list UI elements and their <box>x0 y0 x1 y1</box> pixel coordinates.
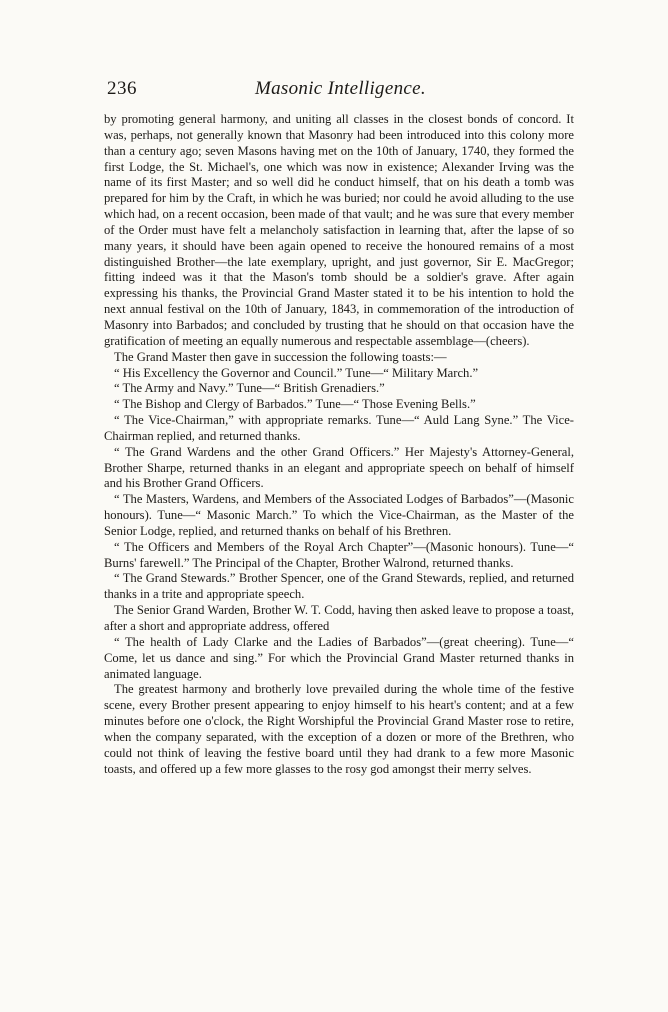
paragraph: “ The Bishop and Clergy of Barbados.” Tune—“ Those Evening Bells.” <box>114 397 476 412</box>
paragraph: “ The Masters, Wardens, and Members of the Associated Lodges of Barbados”—(Masonic honours). Tune—“ Masonic March.” To which the Vice-Chairman, as the Master of the Senior Lodge, replied, and returned thanks on behalf of his Brethren. <box>104 492 574 538</box>
paragraph: The greatest harmony and brotherly love prevailed during the whole time of the festive scene, every Brother present appearing to enjoy himself to his heart's content; and at a few minutes before one o'clock, the Right Worshipful the Provincial Grand Master rose to retire, when the company separated, with the exception of a dozen or more of the Brethren, who could not think of leaving the festive board until they had drank to a few more Masonic toasts, and offered up a few more glasses to the rosy god amongst their merry selves. <box>104 682 574 776</box>
paragraph: “ The health of Lady Clarke and the Ladies of Barbados”—(great cheering). Tune—“ Come, let us dance and sing.” For which the Provincial Grand Master returned thanks in animated language. <box>104 634 574 681</box>
page-header <box>107 78 575 108</box>
paragraph: “ The Army and Navy.” Tune—“ British Grenadiers.” <box>114 381 385 396</box>
paragraph: “ The Grand Wardens and the other Grand Officers.” Her Majesty's Attorney-General, Brother Sharpe, returned thanks in an elegant and appropriate speech on behalf of himself and his Brother Grand Officers. <box>104 444 574 491</box>
paragraph: by promoting general harmony, and uniting all classes in the closest bonds of concord. It was, perhaps, not generally known that Masonry had been introduced into this colony more than a century ago; seven Masons having met on the 10th of January, 1740, they formed the first Lodge, the St. Michael's, one which was now in existence; Alexander Irving was the name of its first Master; and so well did he conduct himself, that on his death a tomb was prepared for him by the Craft, in which he was buried; nor could he avoid alluding to the use which had, on a recent occasion, been made of that vault; and he was sure that every member of the Order must have felt a melancholy satisfaction in learning that, after the lapse of so many years, it should have been again opened to receive the honoured remains of a most distinguished Brother—the late exemplary, upright, and just governor, Sir E. MacGregor; fitting indeed was it that the Mason's tomb should be a soldier's grave. After again expressing his thanks, the Provincial Grand Master stated it to be his intention to hold the next annual festival on the 10th of January, 1843, in commemoration of the introduction of Masonry into Barbados; and concluded by trusting that he should on that occasion have the gratification of meeting an equally numerous and respectable assemblage—(cheers). <box>104 112 574 348</box>
page-number: 236 <box>107 78 137 99</box>
paragraph: “ The Grand Stewards.” Brother Spencer, one of the Grand Stewards, replied, and returned thanks in a trite and appropriate speech. <box>104 571 574 602</box>
paragraph: The Senior Grand Warden, Brother W. T. Codd, having then asked leave to propose a toast, after a short and appropriate address, offered <box>104 603 574 633</box>
article-body <box>104 112 574 777</box>
paragraph: “ The Officers and Members of the Royal Arch Chapter”—(Masonic honours). Tune—“ Burns' farewell.” The Principal of the Chapter, Brother Walrond, returned thanks. <box>104 539 574 570</box>
paragraph: The Grand Master then gave in succession the following toasts:— <box>114 349 447 364</box>
paragraph: “ His Excellency the Governor and Council.” Tune—“ Military March.” <box>114 365 479 380</box>
running-title: Masonic Intelligence. <box>255 78 426 99</box>
paragraph: “ The Vice-Chairman,” with appropriate remarks. Tune—“ Auld Lang Syne.” The Vice-Chairman replied, and returned thanks. <box>104 413 574 443</box>
